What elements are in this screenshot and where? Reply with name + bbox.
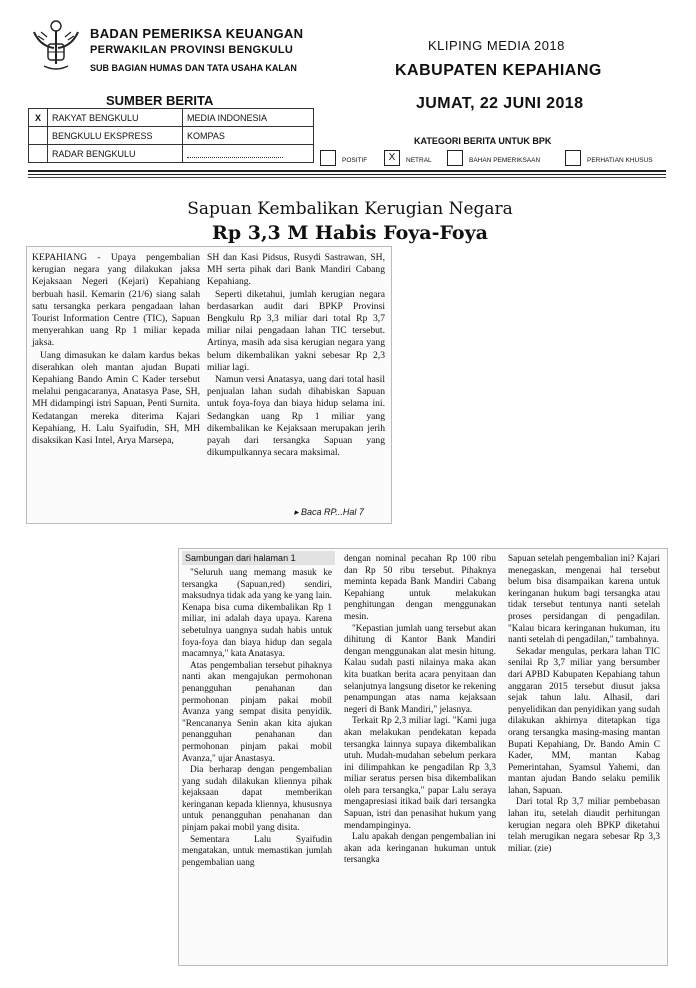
source-mark: [29, 145, 48, 163]
positif-label: POSITIF: [342, 157, 368, 164]
positif-checkbox[interactable]: [320, 150, 336, 166]
org-name: BADAN PEMERIKSA KEUANGAN: [90, 26, 304, 41]
bahan-pemeriksaan-checkbox[interactable]: [447, 150, 463, 166]
paragraph: Namun versi Anatasya, uang dari total hasil penjualan lahan sudah dihabiskan Sapuan untuk foya-foya dan biaya hidup selama ini. Sedangkan uang Rp 1 miliar yang dikembalikan ke Kejaksaan merupakan jerih payah dari tersangka Sapuan yang dikumpulkannya secara maksimal.: [207, 374, 385, 459]
table-row: [29, 109, 314, 127]
paragraph: Uang dimasukan ke dalam kardus bekas diserahkan oleh mantan ajudan Bupati Kepahiang Bando Amin C Kader tersebut melalui pengacaranya, Anatasya Pase, SH, MH didampingi istri Sapuan, Penti Surnita. Kedatangan mereka diterima Kajari Kepahiang, H. Lalu Syaifudin, SH, MH disaksikan Kasi Intel, Arya Marsepa,: [32, 349, 200, 447]
divider: [28, 174, 666, 175]
source-name: RAKYAT BENGKULU: [48, 109, 183, 127]
divider: [28, 170, 666, 172]
table-row: [29, 145, 314, 163]
paragraph: Sapuan setelah pengembalian ini? Kajari menegaskan, mengenai hal tersebut belum bisa disampaikan karena untuk keringanan hukum bagi tersangka atau tidak tersebut tentunya nanti setelah proses persidangan di pengadilan. "Kalau bicara keringanan hukuman, itu nanti setelah di pengadilan," tambahnya.: [508, 554, 660, 646]
source-blank-field: [183, 145, 314, 163]
paragraph: Lalu apakah dengan pengembalian ini akan ada keringanan hukuman untuk tersangka: [344, 832, 496, 866]
paragraph: "Seluruh uang memang masuk ke tersangka (Sapuan,red) sendiri, maksudnya tidak ada yang ke yang lain. Kenapa bisa cuma dikembalikan Rp 1 miliar, ini adalah daya upaya. Karena sebetulnya uangnya sudah habis untuk foya-foya dan biaya hidup dan segala macamnya," kata Anatasya.: [182, 568, 332, 660]
divider: [28, 177, 666, 178]
continuation-column-1: [182, 568, 332, 869]
paragraph: "Kepastian jumlah uang tersebut akan dihitung di Kantor Bank Mandiri dengan menggunakan alat mesin hitung. Kalau sudah pasti nilainya maka akan kita buatkan berita acara penyitaan dan selanjutnya langsung disetor ke rekening penampungan atas nama kejaksaan negeri di Bank Mandiri," jelasnya.: [344, 623, 496, 715]
netral-label: NETRAL: [406, 157, 432, 164]
article-column-1: [32, 252, 200, 447]
source-mark: X: [29, 109, 48, 127]
clipping-date: JUMAT, 22 JUNI 2018: [416, 95, 584, 112]
dotted-line: [187, 148, 283, 158]
paragraph: Sementara Lalu Syaifudin mengatakan, untuk memastikan jumlah pengembalian uang: [182, 834, 332, 868]
paragraph: Atas pengembalian tersebut pihaknya nanti akan mengajukan permohonan penangguhan penahanan dan permohonan pinjam pakai mobil Avanza yang sempat disita penyidik. "Rencananya Senin akan kita ajukan penangguhan penahanan dan permohonan pinjam pakai mobil Avanza," ujar Anastasya.: [182, 660, 332, 764]
paragraph: Dari total Rp 3,7 miliar pembebasan lahan itu, setelah diaudit perhitungan kerugian negara oleh BPKP diketahui telah merugikan negara sebesar Rp 3,3 miliar. (zie): [508, 797, 660, 854]
source-name: RADAR BENGKULU: [48, 145, 183, 163]
bahan-pemeriksaan-label: BAHAN PEMERIKSAAN: [469, 157, 541, 164]
kabupaten-title: KABUPATEN KEPAHIANG: [395, 62, 602, 79]
source-name: MEDIA INDONESIA: [183, 109, 314, 127]
org-division: SUB BAGIAN HUMAS DAN TATA USAHA KALAN: [90, 63, 297, 73]
perhatian-khusus-label: PERHATIAN KHUSUS: [587, 157, 653, 164]
paragraph: Dia berharap dengan pengembalian yang sudah dilakukan kliennya pihak kejaksaan dapat memberikan keringanan kepada kliennya, khususnya untuk penangguhan penahanan dan pinjam pakai mobil yang disita.: [182, 765, 332, 834]
org-branch: PERWAKILAN PROVINSI BENGKULU: [90, 44, 294, 56]
continue-reference: ▸ Baca RP...Hal 7: [294, 507, 364, 517]
sumber-berita-table: [28, 108, 314, 163]
netral-checkbox[interactable]: X: [384, 150, 400, 166]
continuation-column-3: [508, 554, 660, 855]
article-subheadline: Rp 3,3 M Habis Foya-Foya: [212, 222, 488, 244]
paragraph: Terkait Rp 2,3 miliar lagi. "Kami juga akan melakukan pendekatan kepada tersangka lainnya supaya dikembalikan utuh. Mudah-mudahan sebelum perkara ini dilimpahkan ke pengadilan Rp 3,3 miliar seratus persen bisa dikembalikan oleh para tersangka," papar Lalu seraya mengapresiasi itikad baik dari tersangka Sapuan, istri dan penasihat hukum yang mendampinginya.: [344, 716, 496, 831]
paragraph: KEPAHIANG - Upaya pengembalian kerugian negara yang dilakukan jaksa Kejaksaan Negeri (Kejari) Kepahiang berbuah hasil. Kemarin (21/6) siang salah satu tersangka perkara pengadaan lahan Tourist Information Centre (TIC), Sapuan menyerahkan uang Rp 1 miliar kepada jaksa.: [32, 252, 200, 349]
kategori-title: KATEGORI BERITA UNTUK BPK: [414, 136, 552, 146]
article-column-2: [207, 252, 385, 459]
perhatian-khusus-checkbox[interactable]: [565, 150, 581, 166]
sumber-berita-title: SUMBER BERITA: [106, 93, 214, 108]
garuda-emblem-icon: [30, 16, 82, 72]
continuation-column-2: [344, 554, 496, 867]
continuation-label: Sambungan dari halaman 1: [182, 551, 335, 565]
paragraph: Sekadar mengulas, perkara lahan TIC senilai Rp 3,7 miliar yang bersumber dari APBD Kabupaten Kepahiang tahun anggaran 2015 tersebut diusut jaksa sejak tahun lalu. Alhasil, dari penyelidikan dan penyidikan yang sudah dilakukan akhirnya ditetapkan tiga orang tersangka masing-masing mantan Bupati Kepahiang, Dr. Bando Amin C Kader, MM, mantan Kabag Pemerintahan, Syamsul Yahemi, dan mantan ajudan Bando selaku pemilik lahan, Sapuan.: [508, 646, 660, 796]
table-row: [29, 127, 314, 145]
paragraph: Seperti diketahui, jumlah kerugian negara berdasarkan audit dari BPKP Provinsi Bengkulu Rp 3,3 miliar dari total Rp 3,7 miliar nilai pengadaan lahan TIC tersebut. Artinya, masih ada sisa kerugian negara yang belum dikembalikan yakni sebesar Rp 2,3 miliar lagi.: [207, 288, 385, 373]
article-headline: Sapuan Kembalikan Kerugian Negara: [187, 199, 513, 219]
paragraph: dengan nominal pecahan Rp 100 ribu dan Rp 50 ribu tersebut. Pihaknya meminta kepada Bank Mandiri Cabang Kepahiang untuk melakukan penghitungan dengan menggunakan mesin.: [344, 554, 496, 622]
paragraph: SH dan Kasi Pidsus, Rusydi Sastrawan, SH, MH serta pihak dari Bank Mandiri Cabang Kepahiang.: [207, 252, 385, 288]
continue-reference-text: Baca RP...Hal 7: [301, 507, 364, 517]
kliping-label: KLIPING MEDIA 2018: [428, 38, 565, 53]
source-name: KOMPAS: [183, 127, 314, 145]
source-mark: [29, 127, 48, 145]
source-name: BENGKULU EKSPRESS: [48, 127, 183, 145]
